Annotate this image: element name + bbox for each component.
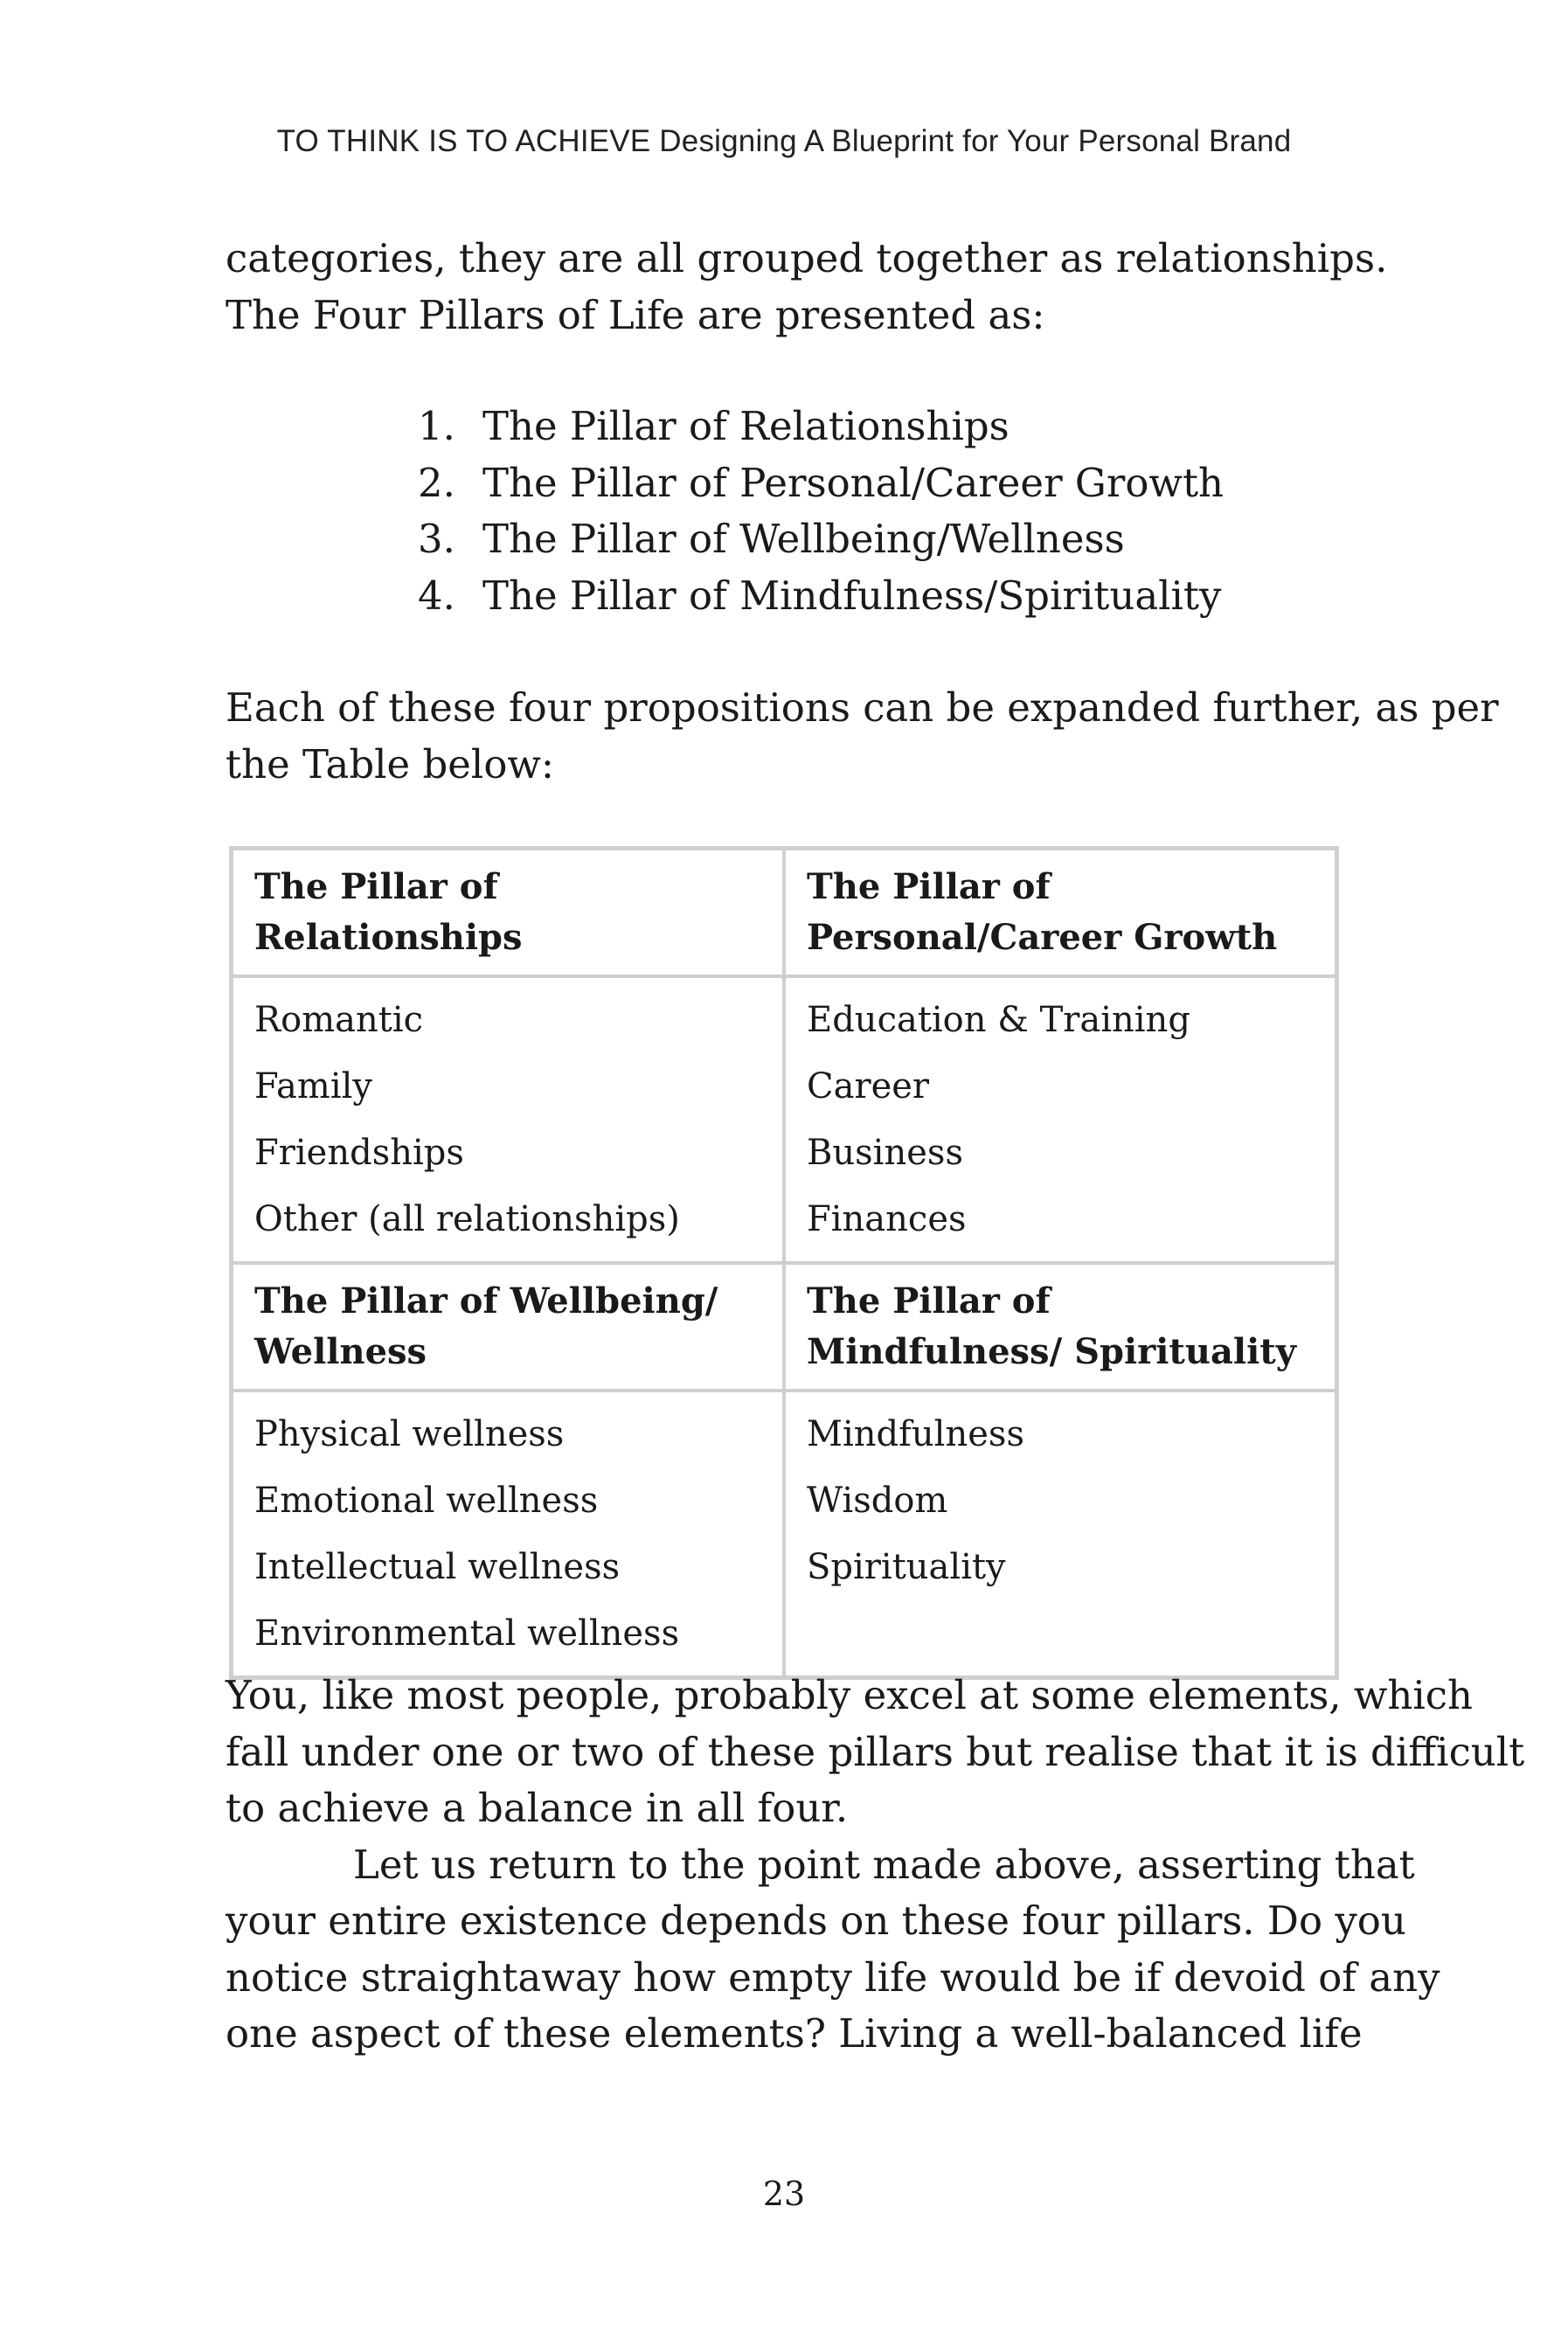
- cell-item: Romantic: [254, 1000, 424, 1040]
- list-item: [418, 455, 1224, 512]
- table-cell: [784, 976, 1337, 1263]
- paragraph-line: your entire existence depends on these four pillars. Do you: [225, 1898, 1406, 1944]
- paragraph-line: notice straightaway how empty life would be if devoid of any: [225, 1953, 1440, 2001]
- cell-item: Emotional wellness: [254, 1481, 599, 1521]
- table-header-cell: The Pillar of Wellbeing/ Wellness: [232, 1263, 785, 1391]
- table-header-cell: The Pillar of Relationships: [232, 849, 785, 977]
- paragraph-line: to achieve a balance in all four.: [225, 1785, 849, 1831]
- table-cell: [232, 1391, 785, 1678]
- table-header-row: [232, 1263, 1337, 1391]
- cell-item: Other (all relationships): [254, 1199, 680, 1239]
- cell-item: Wisdom: [807, 1481, 948, 1521]
- list-text: The Pillar of Personal/Career Growth: [482, 459, 1225, 506]
- cell-item: Intellectual wellness: [254, 1547, 621, 1587]
- cell-item: Family: [254, 1066, 372, 1107]
- list-text: The Pillar of Mindfulness/Spirituality: [482, 572, 1222, 619]
- table-row: [232, 976, 1337, 1263]
- cell-item: Friendships: [254, 1133, 464, 1173]
- cell-item: Business: [807, 1133, 963, 1173]
- list-text: The Pillar of Relationships: [482, 403, 1009, 449]
- cell-item: Finances: [807, 1199, 967, 1239]
- list-item: [418, 568, 1224, 625]
- paragraph-line: the Table below:: [225, 740, 555, 787]
- cell-item: Education & Training: [807, 1000, 1190, 1040]
- paragraph-line: Let us return to the point made above, asserting that: [353, 1841, 1415, 1888]
- running-head: TO THINK IS TO ACHIEVE Designing A Blueprint for Your Personal Brand: [276, 124, 1292, 158]
- cell-item: Career: [807, 1066, 930, 1107]
- pillars-table: [229, 846, 1339, 1680]
- table-cell: [784, 1391, 1337, 1678]
- paragraph-line: one aspect of these elements? Living a well-balanced life: [225, 2010, 1363, 2057]
- cell-item: Spirituality: [807, 1547, 1006, 1587]
- table-cell: [232, 976, 785, 1263]
- table-intro-paragraph: [225, 680, 1499, 793]
- paragraph-line: You, like most people, probably excel at some elements, which: [225, 1672, 1473, 1718]
- page-number: 23: [762, 2175, 806, 2213]
- list-number: 4.: [418, 572, 455, 619]
- paragraph-line: Each of these four propositions can be expanded further, as per: [225, 684, 1499, 731]
- cell-item: Mindfulness: [807, 1414, 1024, 1454]
- list-number: 3.: [418, 516, 455, 562]
- list-text: The Pillar of Wellbeing/Wellness: [482, 516, 1125, 562]
- intro-line: categories, they are all grouped together as relationships.: [225, 235, 1388, 281]
- closing-paragraph: [225, 1668, 1525, 2063]
- table-header-cell: The Pillar of Mindfulness/ Spirituality: [784, 1263, 1337, 1391]
- list-number: 2.: [418, 459, 455, 506]
- intro-paragraph: [225, 231, 1388, 343]
- table-header-row: [232, 849, 1337, 977]
- list-number: 1.: [418, 403, 455, 449]
- cell-item: Environmental wellness: [254, 1613, 680, 1654]
- table-header-cell: The Pillar of Personal/Career Growth: [784, 849, 1337, 977]
- cell-item: Physical wellness: [254, 1414, 565, 1454]
- table-row: [232, 1391, 1337, 1678]
- pillar-list: [418, 399, 1224, 624]
- intro-line: The Four Pillars of Life are presented as:: [225, 291, 1045, 338]
- list-item: [418, 399, 1224, 455]
- list-item: [418, 511, 1224, 568]
- paragraph-line: fall under one or two of these pillars but realise that it is difficult: [225, 1728, 1525, 1775]
